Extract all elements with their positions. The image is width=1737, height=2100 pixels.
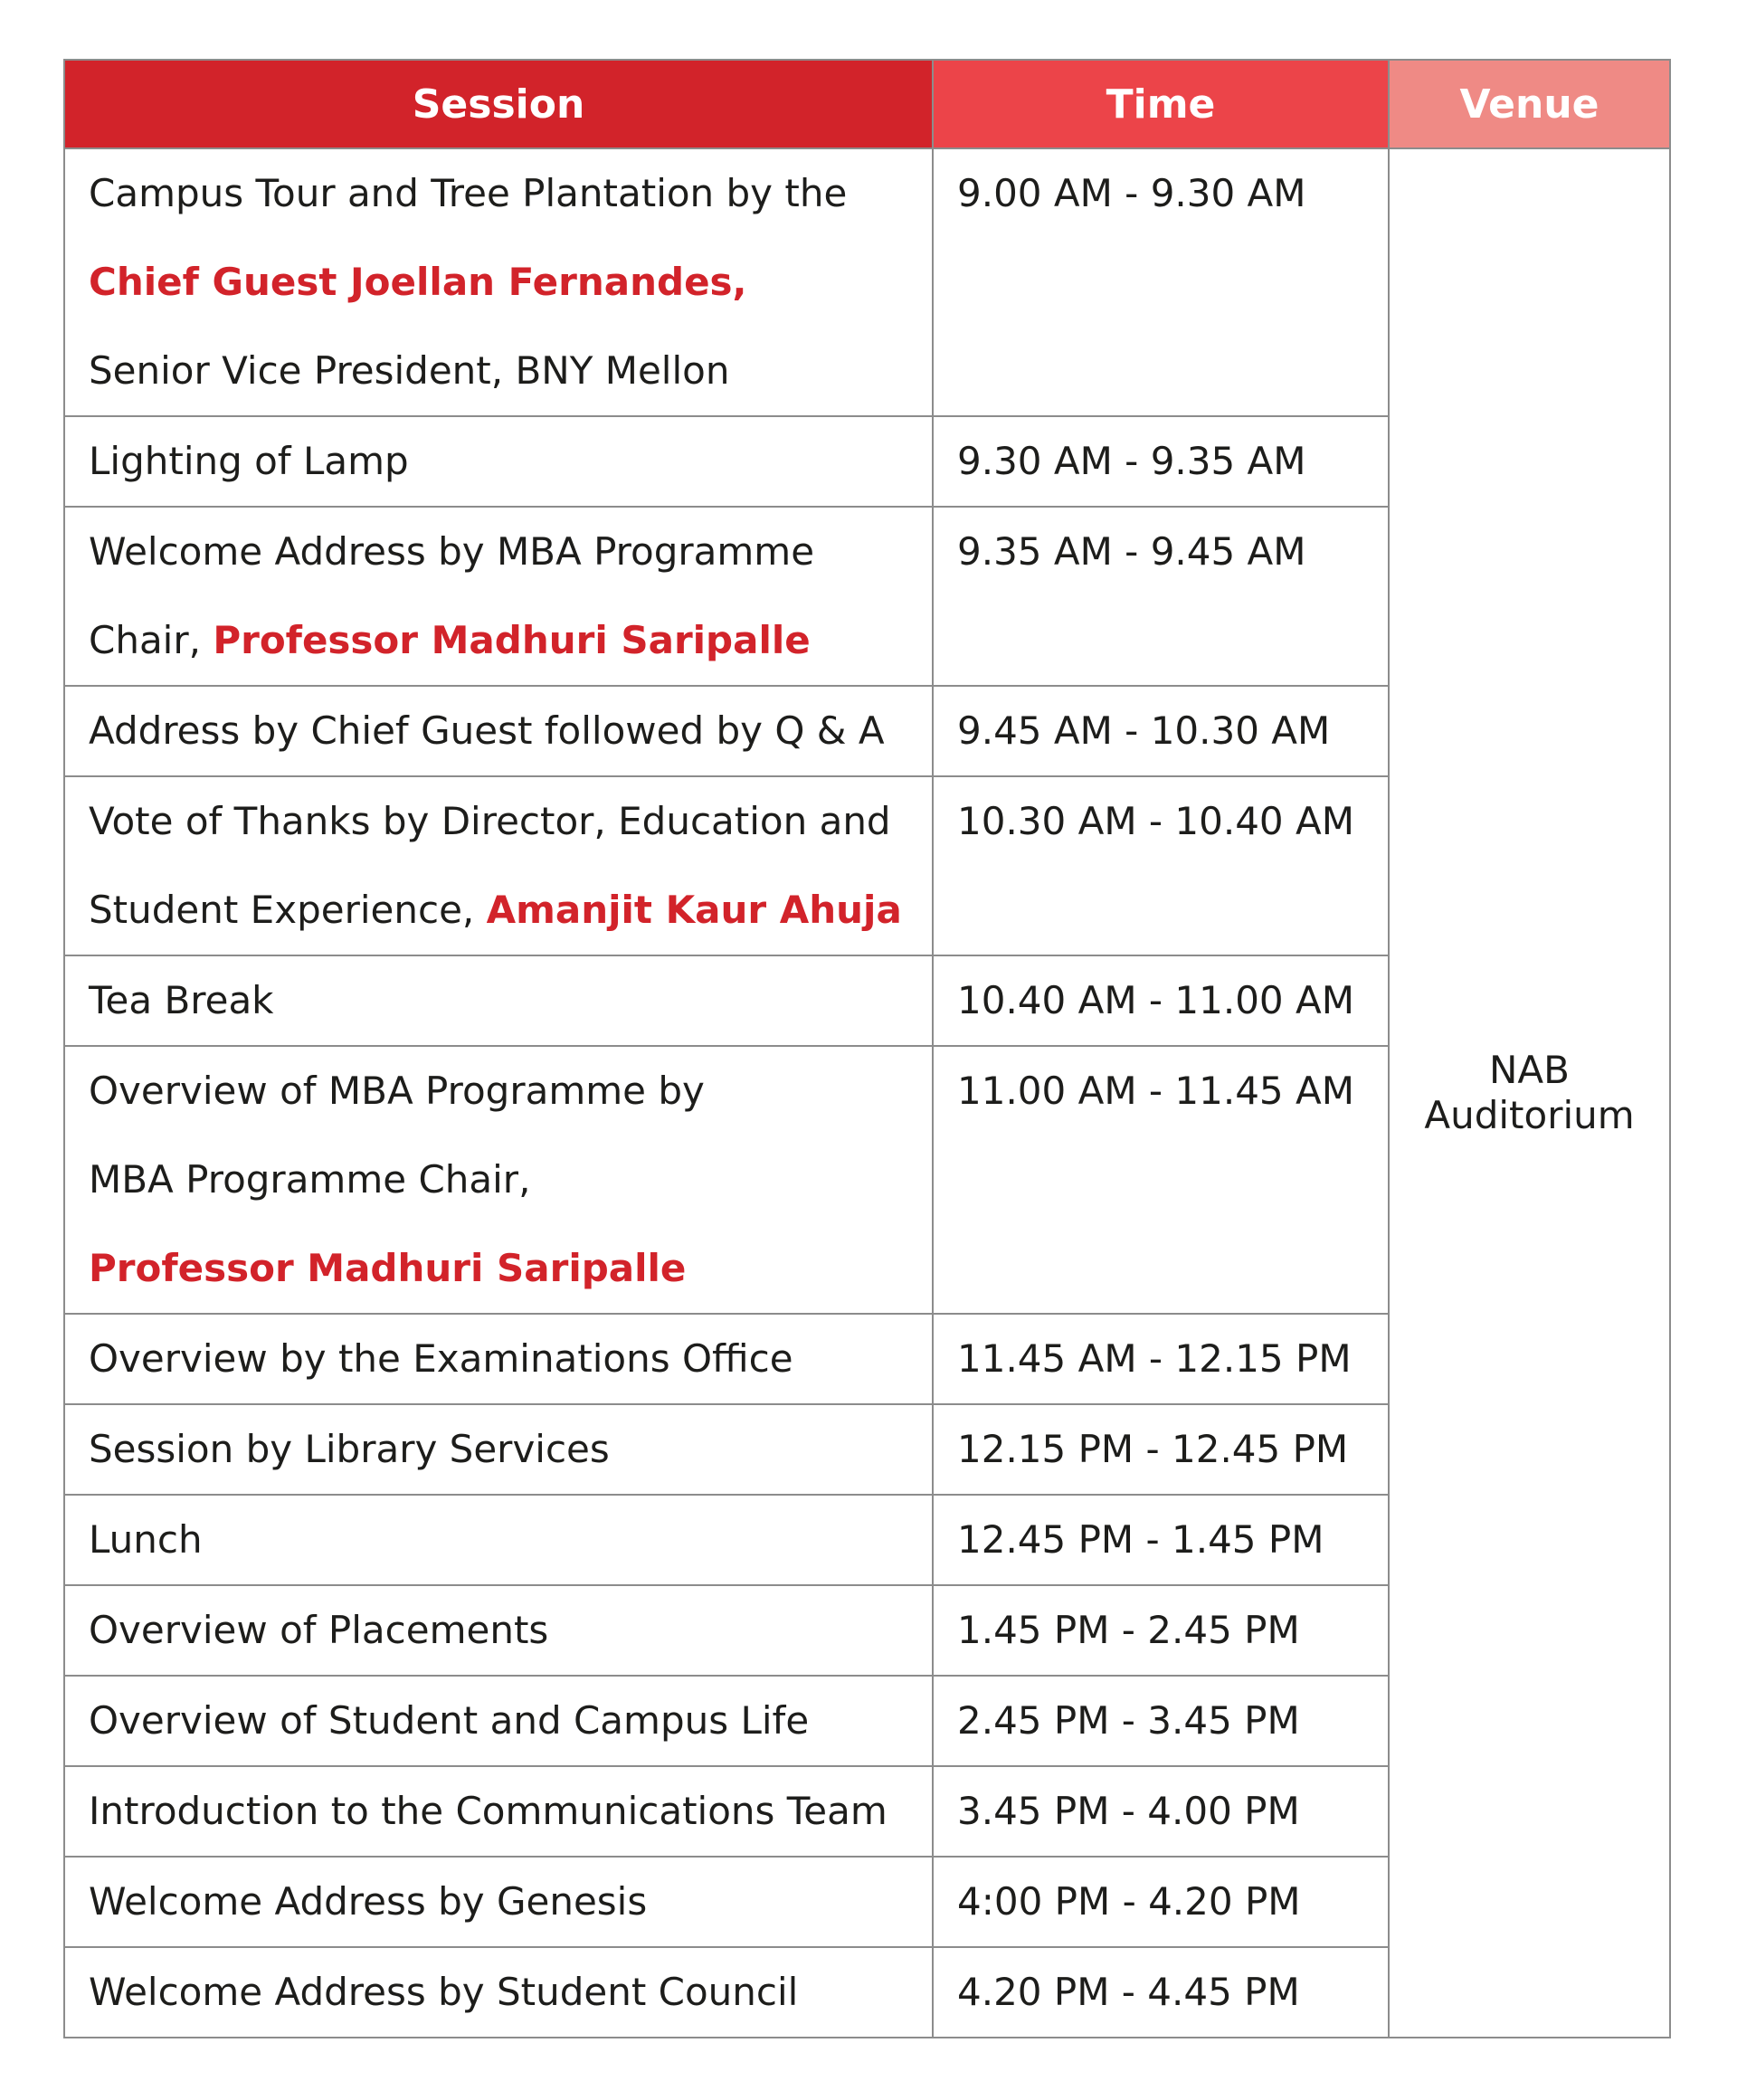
session-line xyxy=(89,1224,914,1313)
session-cell xyxy=(64,1676,933,1766)
time-cell: 1.45 PM - 2.45 PM xyxy=(933,1585,1389,1676)
time-cell: 9.00 AM - 9.30 AM xyxy=(933,148,1389,416)
session-line xyxy=(89,1315,914,1403)
session-line xyxy=(89,1047,914,1136)
session-cell xyxy=(64,1404,933,1495)
time-cell: 10.30 AM - 10.40 AM xyxy=(933,776,1389,955)
session-cell xyxy=(64,686,933,776)
session-text: Campus Tour and Tree Plantation by the xyxy=(89,171,848,215)
session-text: Overview of Student and Campus Life xyxy=(89,1698,810,1743)
session-cell xyxy=(64,1766,933,1857)
header-row xyxy=(64,60,1670,148)
session-line xyxy=(89,1767,914,1856)
session-text: Address by Chief Guest followed by Q & A xyxy=(89,708,885,753)
schedule-body xyxy=(64,148,1670,2038)
time-cell: 11.45 AM - 12.15 PM xyxy=(933,1314,1389,1404)
session-line xyxy=(89,956,914,1045)
session-text: Tea Break xyxy=(89,978,274,1022)
session-cell xyxy=(64,1495,933,1585)
time-cell: 3.45 PM - 4.00 PM xyxy=(933,1766,1389,1857)
session-text: Chair, xyxy=(89,618,214,662)
session-line xyxy=(89,866,914,955)
session-line xyxy=(89,1405,914,1494)
session-line xyxy=(89,596,914,685)
session-line xyxy=(89,777,914,866)
session-cell xyxy=(64,507,933,686)
session-cell xyxy=(64,1947,933,2038)
time-cell: 12.15 PM - 12.45 PM xyxy=(933,1404,1389,1495)
session-line xyxy=(89,327,914,415)
session-text: Overview by the Examinations Office xyxy=(89,1336,793,1381)
session-highlight: Chief Guest Joellan Fernandes, xyxy=(89,260,747,304)
venue-line: NAB xyxy=(1489,1048,1570,1092)
time-cell: 9.30 AM - 9.35 AM xyxy=(933,416,1389,507)
session-cell xyxy=(64,1314,933,1404)
session-text: Session by Library Services xyxy=(89,1427,610,1471)
time-cell: 9.45 AM - 10.30 AM xyxy=(933,686,1389,776)
time-cell: 11.00 AM - 11.45 AM xyxy=(933,1046,1389,1314)
session-line xyxy=(89,1586,914,1675)
session-text: Welcome Address by MBA Programme xyxy=(89,529,815,574)
time-cell: 12.45 PM - 1.45 PM xyxy=(933,1495,1389,1585)
time-cell: 10.40 AM - 11.00 AM xyxy=(933,955,1389,1046)
session-text: Student Experience, xyxy=(89,888,487,932)
session-line xyxy=(89,1136,914,1224)
session-line xyxy=(89,1677,914,1765)
session-cell xyxy=(64,148,933,416)
session-highlight: Amanjit Kaur Ahuja xyxy=(486,888,902,932)
venue-cell xyxy=(1389,148,1670,2038)
session-text: Lighting of Lamp xyxy=(89,439,409,483)
session-text: Senior Vice President, BNY Mellon xyxy=(89,348,730,393)
session-cell xyxy=(64,955,933,1046)
session-line xyxy=(89,1948,914,2037)
session-line xyxy=(89,1858,914,1946)
session-cell xyxy=(64,1046,933,1314)
session-line xyxy=(89,238,914,327)
session-line xyxy=(89,1496,914,1584)
session-cell xyxy=(64,1585,933,1676)
session-cell xyxy=(64,776,933,955)
table-row xyxy=(64,148,1670,416)
session-line xyxy=(89,687,914,775)
header-venue: Venue xyxy=(1389,60,1670,148)
session-text: MBA Programme Chair, xyxy=(89,1157,531,1202)
session-line xyxy=(89,149,914,238)
header-time: Time xyxy=(933,60,1389,148)
header-session: Session xyxy=(64,60,933,148)
session-text: Welcome Address by Student Council xyxy=(89,1970,799,2014)
session-cell xyxy=(64,1857,933,1947)
venue-line: Auditorium xyxy=(1424,1093,1635,1137)
session-text: Lunch xyxy=(89,1517,203,1562)
time-cell: 2.45 PM - 3.45 PM xyxy=(933,1676,1389,1766)
time-cell: 4:00 PM - 4.20 PM xyxy=(933,1857,1389,1947)
session-text: Overview of Placements xyxy=(89,1608,549,1652)
time-cell: 4.20 PM - 4.45 PM xyxy=(933,1947,1389,2038)
session-highlight: Professor Madhuri Saripalle xyxy=(213,618,811,662)
time-cell: 9.35 AM - 9.45 AM xyxy=(933,507,1389,686)
session-line xyxy=(89,417,914,506)
session-text: Overview of MBA Programme by xyxy=(89,1069,705,1113)
session-text: Vote of Thanks by Director, Education and xyxy=(89,799,891,843)
session-line xyxy=(89,508,914,596)
schedule-table xyxy=(63,59,1671,2038)
session-text: Welcome Address by Genesis xyxy=(89,1879,648,1924)
session-cell xyxy=(64,416,933,507)
session-text: Introduction to the Communications Team xyxy=(89,1789,887,1833)
session-highlight: Professor Madhuri Saripalle xyxy=(89,1246,687,1290)
